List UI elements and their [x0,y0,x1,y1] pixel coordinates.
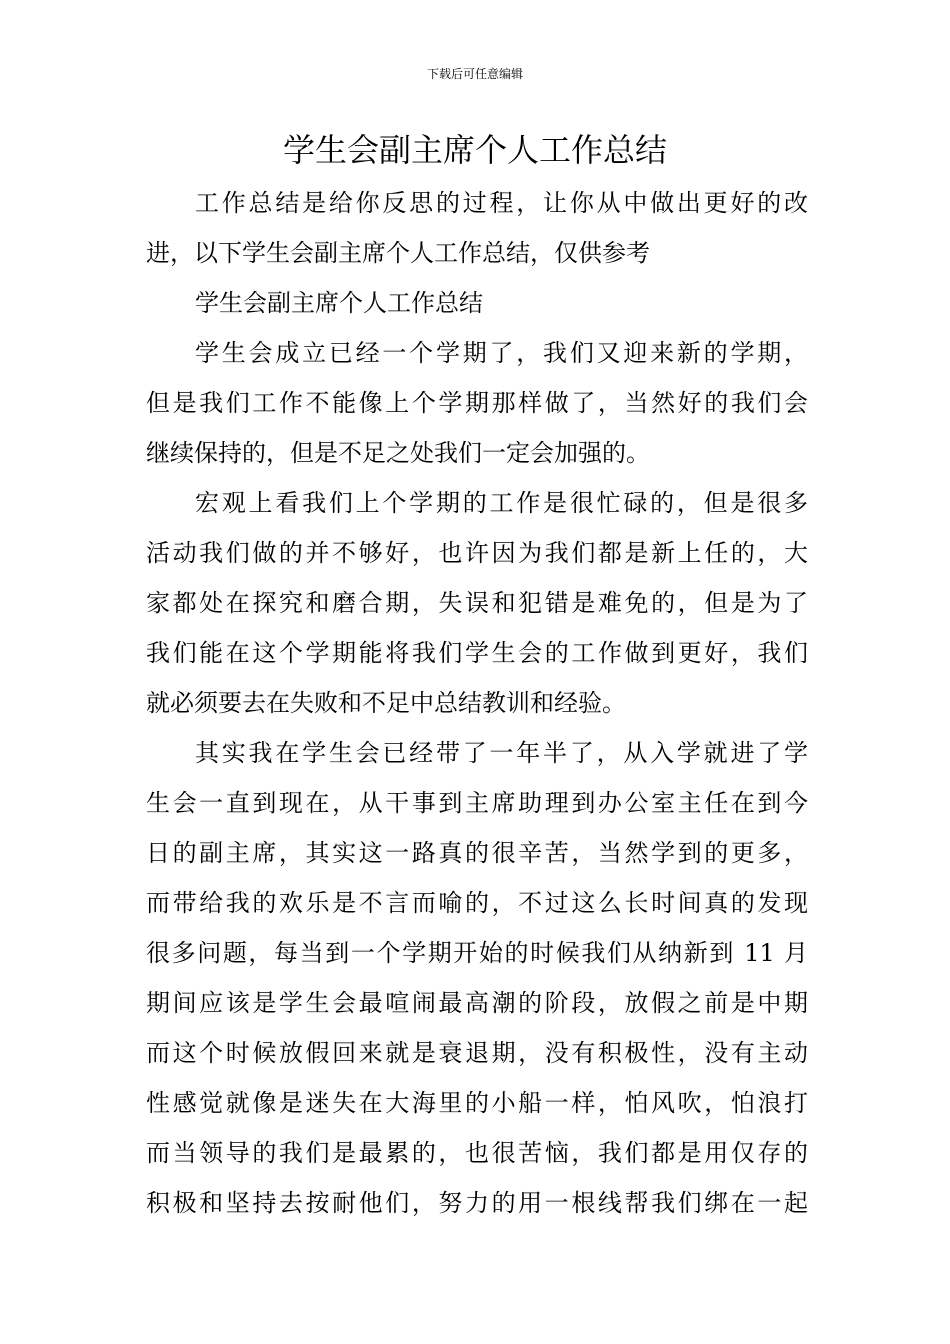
body-line: 工作总结是给你反思的过程，让你从中做出更好的改 [195,189,808,217]
body-line: 进，以下学生会副主席个人工作总结，仅供参考 [146,239,650,267]
body-line: 性感觉就像是迷失在大海里的小船一样，怕风吹，怕浪打 [146,1089,808,1117]
body-line: 而这个时候放假回来就是衰退期，没有积极性，没有主动 [146,1039,808,1067]
body-line: 日的副主席，其实这一路真的很辛苦，当然学到的更多， [146,839,808,867]
body-line: 积极和坚持去按耐他们，努力的用一根线帮我们绑在一起 [146,1189,808,1217]
body-line: 生会一直到现在，从干事到主席助理到办公室主任在到今 [146,789,808,817]
body-line: 宏观上看我们上个学期的工作是很忙碌的，但是很多 [195,489,808,517]
body-line: 我们能在这个学期能将我们学生会的工作做到更好，我们 [146,639,808,667]
body-line: 但是我们工作不能像上个学期那样做了，当然好的我们会 [146,389,808,417]
body-line: 学生会副主席个人工作总结 [195,289,483,317]
document-body [146,178,808,1228]
body-line: 就必须要去在失败和不足中总结教训和经验。 [146,689,626,717]
body-line: 继续保持的，但是不足之处我们一定会加强的。 [146,439,650,467]
body-line: 活动我们做的并不够好，也许因为我们都是新上任的，大 [146,539,808,567]
body-line: 学生会成立已经一个学期了，我们又迎来新的学期， [195,339,808,367]
body-line: 而当领导的我们是最累的，也很苦恼，我们都是用仅存的 [146,1139,808,1167]
body-line: 家都处在探究和磨合期，失误和犯错是难免的，但是为了 [146,589,808,617]
document-title: 学生会副主席个人工作总结 [282,131,667,169]
body-line: 其实我在学生会已经带了一年半了，从入学就进了学 [195,739,808,767]
page-header-note: 下载后可任意编辑 [426,67,523,81]
body-line: 而带给我的欢乐是不言而喻的，不过这么长时间真的发现 [146,889,808,917]
body-line: 很多问题，每当到一个学期开始的时候我们从纳新到 11 月 [146,939,808,967]
body-line: 期间应该是学生会最喧闹最高潮的阶段，放假之前是中期 [146,989,808,1017]
